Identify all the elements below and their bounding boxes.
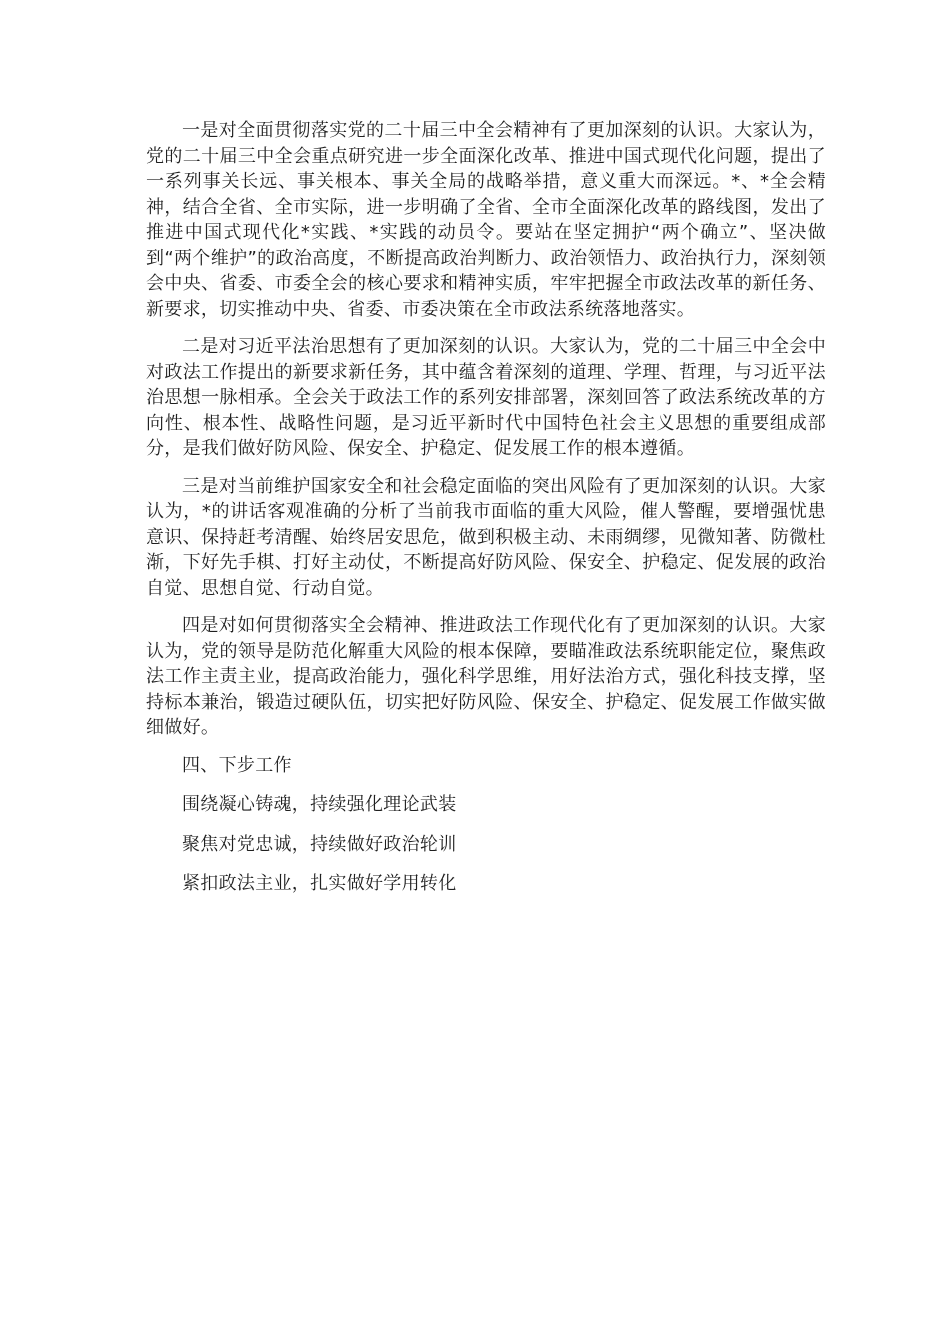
- paragraph-3: 三是对当前维护国家安全和社会稳定面临的突出风险有了更加深刻的认识。大家认为，*的讲话客观准确的分析了当前我市面临的重大风险，催人警醒，要增强忧患意识、保持赶考清醒、始终居安思危，做到积极主动、未雨绸缪，见微知著、防微杜渐，下好先手棋、打好主动仗，不断提高好防风险、保安全、护稳定、促发展的政治自觉、思想自觉、行动自觉。: [146, 475, 826, 599]
- paragraph-4: 四是对如何贯彻落实全会精神、推进政法工作现代化有了更加深刻的认识。大家认为，党的领导是防范化解重大风险的根本保障，要瞄准政法系统职能定位，聚焦政法工作主责主业，提高政治能力，强化科学思维，用好法治方式，强化科技支撑，坚持标本兼治，锻造过硬队伍，切实把好防风险、保安全、护稳定、促发展工作做实做细做好。: [146, 615, 826, 738]
- section-heading: 四、下步工作: [182, 754, 292, 776]
- work-item-2: 聚焦对党忠诚，持续做好政治轮训: [182, 833, 457, 855]
- document-body: [146, 118, 826, 911]
- paragraph-2: 二是对习近平法治思想有了更加深刻的认识。大家认为，党的二十届三中全会中对政法工作提出的新要求新任务，其中蕴含着深刻的道理、学理、哲理，与习近平法治思想一脉相承。全会关于政法工作的系列安排部署，深刻回答了政法系统改革的方向性、根本性、战略性问题，是习近平新时代中国特色社会主义思想的重要组成部分，是我们做好防风险、保安全、护稳定、促发展工作的根本遵循。: [146, 336, 826, 459]
- paragraph-1: 一是对全面贯彻落实党的二十届三中全会精神有了更加深刻的认识。大家认为，党的二十届三中全会重点研究进一步全面深化改革、推进中国式现代化问题，提出了一系列事关长远、事关根本、事关全局的战略举措，意义重大而深远。*、*全会精神，结合全省、全市实际，进一步明确了全省、全市全面深化改革的路线图，发出了推进中国式现代化*实践、*实践的动员令。要站在坚定拥护“两个确立”、坚决做到“两个维护”的政治高度，不断提高政治判断力、政治领悟力、政治执行力，深刻领会中央、省委、市委全会的核心要求和精神实质，牢牢把握全市政法改革的新任务、新要求，切实推动中央、省委、市委决策在全市政法系统落地落实。: [146, 120, 826, 320]
- work-item-1: 围绕凝心铸魂，持续强化理论武装: [182, 794, 457, 815]
- work-item-3: 紧扣政法主业，扎实做好学用转化: [182, 873, 457, 894]
